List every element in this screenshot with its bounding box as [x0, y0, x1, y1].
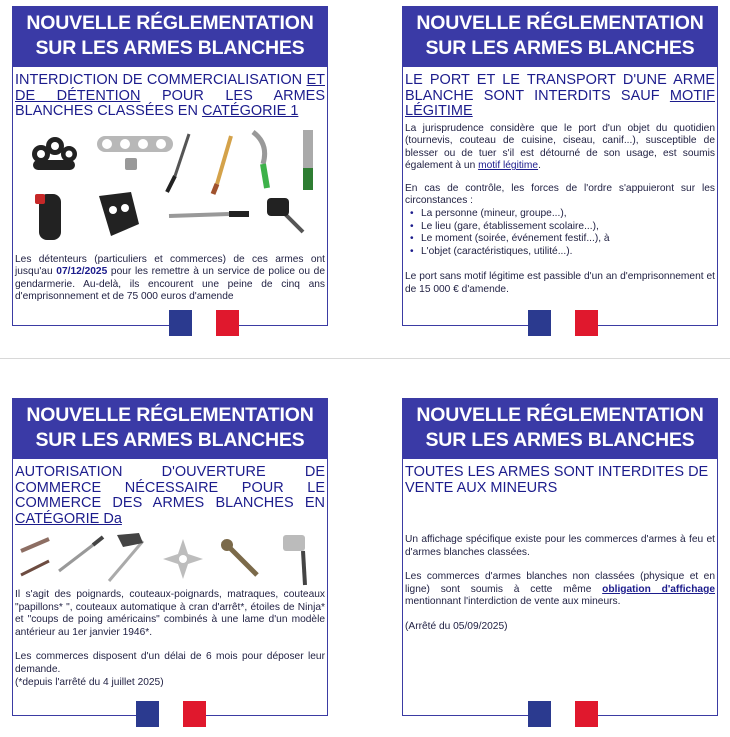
zombie-knife-icon — [253, 132, 267, 188]
silver-knuckles-icon — [97, 136, 173, 170]
card-header: NOUVELLE RÉGLEMENTATION SUR LES ARMES BLANCHES — [403, 399, 717, 459]
marianne-logo — [169, 310, 239, 336]
motif-legitime-link[interactable]: motif légitime — [478, 160, 539, 172]
list-item: • Le lieu (gare, établissement scolaire...), — [421, 221, 715, 234]
circumstances-list — [405, 208, 715, 258]
card-categorie-1 — [12, 6, 328, 326]
butterfly-knife-icon — [59, 537, 103, 571]
knuckle-duster-icon — [99, 192, 139, 236]
card-heading: INTERDICTION DE COMMERCIALISATION ET DE DÉTENTION POUR LES ARMES BLANCHES CLASSÉES EN CATÉGORIE 1 — [15, 72, 326, 119]
weapons-illustration — [13, 124, 327, 252]
ninja-star-icon — [163, 539, 203, 579]
machete-icon — [303, 130, 313, 190]
list-item: • La personne (mineur, groupe...), — [421, 208, 715, 221]
card-body: La jurisprudence considère que le port d'un objet du quotidien (tournevis, couteau de cuisine, ciseau, canif...), susceptible de blesser ou de tuer s'il est détourné de son usage, est soumis également à un motif légitime. En cas de contrôle, les forces de l'ordre s'appuieront sur les circonstances : • La personne (mineur, groupe...), • Le lieu (gare, établissement scolaire...), • Le moment (soirée, événement festif...), à • L'objet (caractéristiques, utilité...). Le port sans motif légitime est passible d'un an d'emprisonnement et de 15 000 € d'amende. — [403, 123, 717, 297]
switchblade-icon — [109, 533, 143, 581]
card-heading: TOUTES LES ARMES SONT INTERDITES DE VENTE AUX MINEURS — [405, 464, 709, 496]
card-heading: LE PORT ET LE TRANSPORT D'UNE ARME BLANCHE SONT INTERDITS SAUF MOTIF LÉGITIME — [405, 72, 715, 119]
card-body: Les détenteurs (particuliers et commerces) de ces armes ont jusqu'au 07/12/2025 pour les remettre à un service de police ou de gendarmerie. Au-delà, ils encourent une peine de cinq ans d'emprisonnement et de 75 000 euros d'amende — [15, 253, 325, 303]
card-heading: AUTORISATION D'OUVERTURE DE COMMERCE NÉCESSAIRE POUR LE COMMERCE DES ARMES BLANCHES EN CATÉGORIE Da — [15, 464, 325, 527]
card-header: NOUVELLE RÉGLEMENTATION SUR LES ARMES BLANCHES — [13, 7, 327, 67]
card-categorie-da — [12, 398, 328, 716]
card-header: NOUVELLE RÉGLEMENTATION SUR LES ARMES BLANCHES — [403, 7, 717, 67]
brass-knuckles-icon — [32, 137, 77, 170]
knuckle-dagger-icon — [283, 535, 305, 585]
obligation-affichage-link[interactable]: obligation d'affichage — [602, 583, 715, 595]
marianne-logo — [136, 701, 206, 727]
dagger-icon — [21, 539, 49, 575]
grip-knuckle-icon — [35, 194, 61, 240]
marianne-logo — [528, 310, 598, 336]
marianne-logo — [528, 701, 598, 727]
list-item: • Le moment (soirée, événement festif...), à — [421, 233, 715, 246]
card-port-transport — [402, 6, 718, 326]
card-mineurs — [402, 398, 718, 716]
trench-knife-icon — [221, 539, 257, 575]
knuckle-knife-icon — [267, 198, 303, 232]
card-body: Il s'agit des poignards, couteaux-poignards, matraques, couteaux "papillons* ", couteaux automatique à cran d'arrêt*, étoiles de Ninja* et "coups de poing américains" combinés à une lame d'un modèle antérieur au 1er janvier 1946*. Les commerces disposent d'un délai de 6 mois pour déposer leur demande. (*depuis l'arrêté du 4 juillet 2025) — [15, 589, 325, 688]
card-header: NOUVELLE RÉGLEMENTATION SUR LES ARMES BLANCHES — [13, 399, 327, 459]
divider — [0, 358, 730, 359]
list-item: • L'objet (caractéristiques, utilité...). — [421, 246, 715, 259]
wooden-knife-icon — [213, 136, 231, 194]
long-dagger-icon — [169, 214, 249, 216]
card-body: Un affichage spécifique existe pour les commerces d'armes à feu et d'armes blanches classées. Les commerces d'armes blanches non classées (physique et en ligne) sont soumis à cette même obligation d'affichage mentionnant l'interdiction de vente aux mineurs. (Arrêté du 05/09/2025) — [405, 534, 715, 632]
weapons-illustration — [13, 531, 327, 587]
